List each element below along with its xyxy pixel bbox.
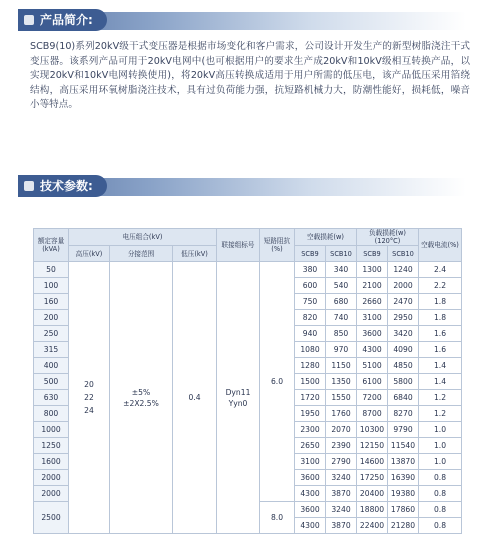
impedance-cell: 8.0 (260, 502, 295, 534)
header-voltage-combo: 电压组合(kV) (69, 229, 217, 246)
table-cell: 680 (326, 294, 357, 310)
table-cell: 380 (295, 262, 326, 278)
table-cell: 14600 (357, 454, 388, 470)
capacity-cell: 2500 (34, 502, 69, 534)
capacity-cell: 200 (34, 310, 69, 326)
table-cell: 3600 (295, 502, 326, 518)
header-scb10-noload: SCB10 (326, 246, 357, 262)
table-cell: 16390 (388, 470, 419, 486)
table-cell: 9790 (388, 422, 419, 438)
table-cell: 0.8 (419, 486, 462, 502)
table-cell: 1.2 (419, 406, 462, 422)
table-cell: 3240 (326, 502, 357, 518)
vector-group-cell (217, 262, 260, 534)
table-cell: 5100 (357, 358, 388, 374)
table-cell: 4300 (295, 486, 326, 502)
section-header-specs (18, 178, 466, 196)
table-cell: 2660 (357, 294, 388, 310)
table-cell: 1350 (326, 374, 357, 390)
table-cell: 1.8 (419, 310, 462, 326)
header-scb9-noload: SCB9 (295, 246, 326, 262)
table-cell: 20400 (357, 486, 388, 502)
capacity-cell: 500 (34, 374, 69, 390)
table-cell: 2390 (326, 438, 357, 454)
table-cell: 2650 (295, 438, 326, 454)
capacity-cell: 315 (34, 342, 69, 358)
table-cell: 340 (326, 262, 357, 278)
header-hv: 高压(kV) (69, 246, 110, 262)
capacity-cell: 50 (34, 262, 69, 278)
table-cell: 3240 (326, 470, 357, 486)
table-cell: 0.8 (419, 502, 462, 518)
impedance-cell: 6.0 (260, 262, 295, 502)
table-cell: 1950 (295, 406, 326, 422)
table-cell: 1.0 (419, 454, 462, 470)
table-cell: 2000 (388, 278, 419, 294)
capacity-cell: 630 (34, 390, 69, 406)
table-cell: 1150 (326, 358, 357, 374)
header-scb9-load: SCB9 (357, 246, 388, 262)
table-cell: 2.4 (419, 262, 462, 278)
table-cell: 3600 (357, 326, 388, 342)
table-cell: 19380 (388, 486, 419, 502)
header-scb10-load: SCB10 (388, 246, 419, 262)
capacity-cell: 250 (34, 326, 69, 342)
capacity-cell: 160 (34, 294, 69, 310)
table-cell: 21280 (388, 518, 419, 534)
table-cell: 17250 (357, 470, 388, 486)
table-cell: 4850 (388, 358, 419, 374)
table-cell: 1.6 (419, 342, 462, 358)
spec-table (33, 228, 462, 534)
table-cell: 970 (326, 342, 357, 358)
header-load-loss: 负载损耗(w)(120°C) (357, 229, 419, 246)
table-cell: 8270 (388, 406, 419, 422)
header-lv: 低压(kV) (173, 246, 217, 262)
table-cell: 3870 (326, 518, 357, 534)
hv-value: 24 (84, 406, 94, 415)
table-cell: 600 (295, 278, 326, 294)
lv-value-cell: 0.4 (173, 262, 217, 534)
table-cell: 940 (295, 326, 326, 342)
intro-paragraph: SCB9(10)系列20kV级干式变压器是根据市场变化和客户需求，公司设计开发生产的新型树脂浇注干式变压器。该系列产品可用于20kV电网中(也可根据用户的要求生产成20kV和10kV级相互转换产品，以实现20kV和10kV电网转换使用)，将20kV高压转换成适用于用户所需的低压电，该产品低压采用箔绕结构，高压采用环氧树脂浇注技术，具有过负荷能力强，抗短路机械力大，防潮性能好，损耗低，噪音小等特点。 (30, 41, 470, 111)
table-cell: 4300 (295, 518, 326, 534)
capacity-cell: 2000 (34, 470, 69, 486)
table-cell: 1300 (357, 262, 388, 278)
table-cell: 3100 (295, 454, 326, 470)
table-cell: 2070 (326, 422, 357, 438)
capacity-cell: 800 (34, 406, 69, 422)
table-cell: 2790 (326, 454, 357, 470)
table-cell: 2470 (388, 294, 419, 310)
table-cell: 18800 (357, 502, 388, 518)
table-cell: 1720 (295, 390, 326, 406)
table-cell: 1.0 (419, 438, 462, 454)
header-tap-range: 分接范围 (110, 246, 173, 262)
table-cell: 1.4 (419, 358, 462, 374)
header-impedance: 短路阻抗(%) (260, 229, 295, 262)
table-cell: 2.2 (419, 278, 462, 294)
table-cell: 12150 (357, 438, 388, 454)
vector-group-value: Yyn0 (228, 398, 248, 408)
table-cell: 11540 (388, 438, 419, 454)
table-cell: 7200 (357, 390, 388, 406)
header-capacity: 额定容量(kVA) (34, 229, 69, 262)
capacity-cell: 400 (34, 358, 69, 374)
capacity-cell: 1600 (34, 454, 69, 470)
vector-group-value: Dyn11 (225, 387, 251, 397)
table-cell: 750 (295, 294, 326, 310)
hv-values-cell (69, 262, 110, 534)
table-cell: 8700 (357, 406, 388, 422)
table-cell: 0.8 (419, 518, 462, 534)
section-title-intro: 产品简介: (18, 9, 107, 31)
header-noload-loss: 空载损耗(w) (295, 229, 357, 246)
capacity-cell: 2000 (34, 486, 69, 502)
hv-value: 22 (84, 393, 94, 402)
table-cell: 1280 (295, 358, 326, 374)
table-cell: 1.4 (419, 374, 462, 390)
tap-range-value: ±5% (131, 387, 151, 397)
table-cell: 6100 (357, 374, 388, 390)
table-cell: 4090 (388, 342, 419, 358)
tap-range-value: ±2X2.5% (123, 398, 159, 408)
header-vector-group: 联接组标号 (217, 229, 260, 262)
table-cell: 540 (326, 278, 357, 294)
section-title-specs: 技术参数: (18, 175, 107, 197)
table-cell: 3100 (357, 310, 388, 326)
table-cell: 2950 (388, 310, 419, 326)
table-cell: 0.8 (419, 470, 462, 486)
header-noload-current: 空载电流(%) (419, 229, 462, 262)
table-cell: 1080 (295, 342, 326, 358)
table-cell: 740 (326, 310, 357, 326)
table-cell: 22400 (357, 518, 388, 534)
table-cell: 1.8 (419, 294, 462, 310)
hv-value: 20 (84, 380, 94, 389)
table-row (34, 262, 462, 278)
table-cell: 1500 (295, 374, 326, 390)
table-cell: 5800 (388, 374, 419, 390)
table-cell: 1.0 (419, 422, 462, 438)
section-header-intro (18, 12, 466, 30)
table-cell: 10300 (357, 422, 388, 438)
table-cell: 1.2 (419, 390, 462, 406)
table-cell: 6840 (388, 390, 419, 406)
table-cell: 1550 (326, 390, 357, 406)
table-cell: 3420 (388, 326, 419, 342)
table-cell: 820 (295, 310, 326, 326)
capacity-cell: 1250 (34, 438, 69, 454)
table-cell: 3600 (295, 470, 326, 486)
table-cell: 850 (326, 326, 357, 342)
capacity-cell: 100 (34, 278, 69, 294)
table-cell: 1760 (326, 406, 357, 422)
table-cell: 4300 (357, 342, 388, 358)
table-cell: 13870 (388, 454, 419, 470)
table-cell: 17860 (388, 502, 419, 518)
table-cell: 1240 (388, 262, 419, 278)
capacity-cell: 1000 (34, 422, 69, 438)
table-cell: 3870 (326, 486, 357, 502)
table-cell: 2300 (295, 422, 326, 438)
table-cell: 1.6 (419, 326, 462, 342)
table-cell: 2100 (357, 278, 388, 294)
tap-range-cell (110, 262, 173, 534)
